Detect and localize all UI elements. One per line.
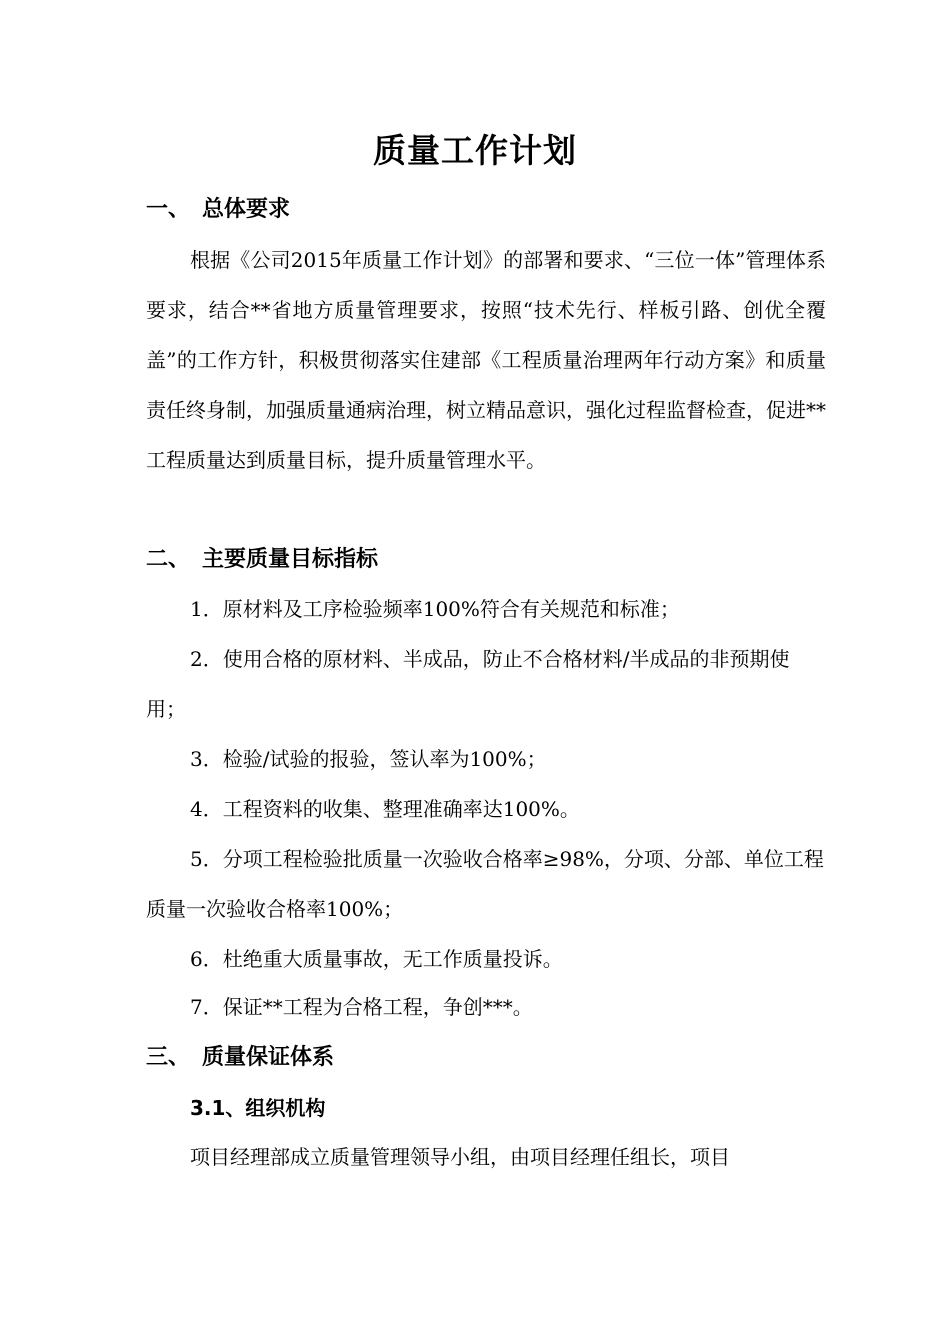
section-title-1: 总体要求: [202, 197, 291, 222]
section-title-2: 主要质量目标指标: [202, 547, 379, 572]
subsection-3-1-paragraph: 项目经理部成立质量管理领导小组，由项目经理任组长，项目: [190, 1145, 730, 1169]
subsection-heading-3-1: 3.1、组织机构: [190, 1096, 326, 1120]
section-heading-2: [146, 540, 378, 580]
section-heading-3: [146, 1038, 334, 1078]
target-item-6: 6．杜绝重大质量事故，无工作质量投诉。: [190, 947, 563, 971]
document-title: 质量工作计划: [373, 131, 577, 170]
target-item-3: 3．检验/试验的报验，签认率为100%；: [190, 747, 547, 771]
section-number-2: 二、: [146, 547, 191, 572]
target-item-2: 2．使用合格的原材料、半成品，防止不合格材料/半成品的非预期使用；: [146, 647, 790, 721]
target-item-7: 7．保证**工程为合格工程，争创***。: [190, 995, 533, 1019]
target-item-4: 4．工程资料的收集、整理准确率达100%。: [190, 797, 580, 821]
section-number-3: 三、: [146, 1045, 191, 1070]
section-1-paragraph: 根据《公司2015年质量工作计划》的部署和要求、“三位一体”管理体系要求，结合**省地方质量管理要求，按照“技术先行、样板引路、创优全覆盖”的工作方针，积极贯彻落实住建部《工程质量治理两年行动方案》和质量责任终身制，加强质量通病治理，树立精品意识，强化过程监督检查，促进**工程质量达到质量目标，提升质量管理水平。: [146, 248, 826, 472]
section-heading-1: [146, 190, 290, 230]
section-title-3: 质量保证体系: [202, 1045, 335, 1070]
target-item-5: 5．分项工程检验批质量一次验收合格率≥98%，分项、分部、单位工程质量一次验收合格率100%；: [146, 847, 824, 921]
section-number-1: 一、: [146, 197, 191, 222]
target-item-1: 1．原材料及工序检验频率100%符合有关规范和标准；: [190, 597, 680, 621]
